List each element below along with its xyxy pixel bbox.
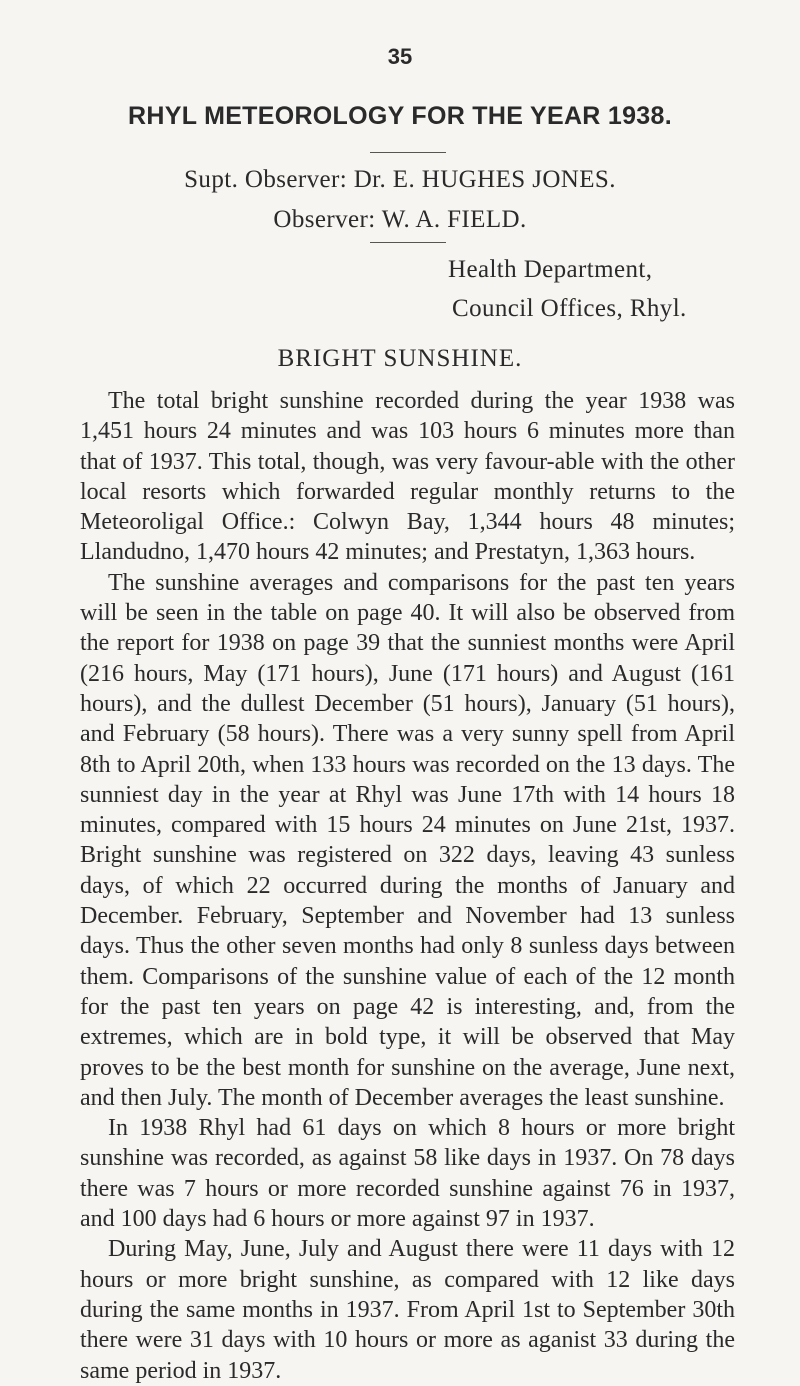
offices-line: Council Offices, Rhyl.	[452, 295, 687, 322]
department-line: Health Department,	[448, 256, 653, 283]
page-title: RHYL METEOROLOGY FOR THE YEAR 1938.	[128, 102, 672, 130]
divider-rule	[370, 152, 446, 153]
section-heading: BRIGHT SUNSHINE.	[277, 345, 523, 372]
supt-observer-line: Supt. Observer: Dr. E. HUGHES JONES.	[184, 166, 616, 193]
paragraph: In 1938 Rhyl had 61 days on which 8 hours or more bright sunshine was recorded, as against 58 like days in 1937. On 78 days there was 7 hours or more recorded sunshine against 76 in 1937, and 100 days had 6 hours or more against 97 in 1937.	[80, 1115, 735, 1233]
report-body	[80, 386, 735, 1386]
divider-rule	[370, 242, 446, 243]
paragraph: The sunshine averages and comparisons for the past ten years will be seen in the table on page 40. It will also be observed from the report for 1938 on page 39 that the sunniest months were April (216 hours, May (171 hours), June (171 hours) and August (161 hours), and the dullest December (51 hours), January (51 hours), and February (58 hours). There was a very sunny spell from April 8th to April 20th, when 133 hours was recorded on the 13 days. The sunniest day in the year at Rhyl was June 17th with 14 hours 18 minutes, compared with 15 hours 24 minutes on June 21st, 1937. Bright sunshine was registered on 322 days, leaving 43 sunless days, of which 22 occurred during the months of January and December. February, September and November had 13 sunless days. Thus the other seven months had only 8 sunless days between them. Comparisons of the sunshine value of each of the 12 month for the past ten years on page 42 is interesting, and, from the extremes, which are in bold type, it will be observed that May proves to be the best month for sunshine on the average, June next, and then July. The month of December averages the least sunshine.	[80, 569, 735, 1111]
page-number: 35	[387, 44, 413, 69]
observer-line: Observer: W. A. FIELD.	[273, 206, 527, 233]
paragraph: During May, June, July and August there were 11 days with 12 hours or more bright sunshine, as compared with 12 like days during the same months in 1937. From April 1st to September 30th there were 31 days with 10 hours or more as aganist 33 during the same period in 1937.	[80, 1236, 735, 1384]
paragraph: The total bright sunshine recorded during the year 1938 was 1,451 hours 24 minutes and was 103 hours 6 minutes more than that of 1937. This total, though, was very favour-able with the other local resorts which forwarded regular monthly returns to the Meteoroligal Office.: Colwyn Bay, 1,344 hours 48 minutes; Llandudno, 1,470 hours 42 minutes; and Prestatyn, 1,363 hours.	[80, 388, 735, 566]
